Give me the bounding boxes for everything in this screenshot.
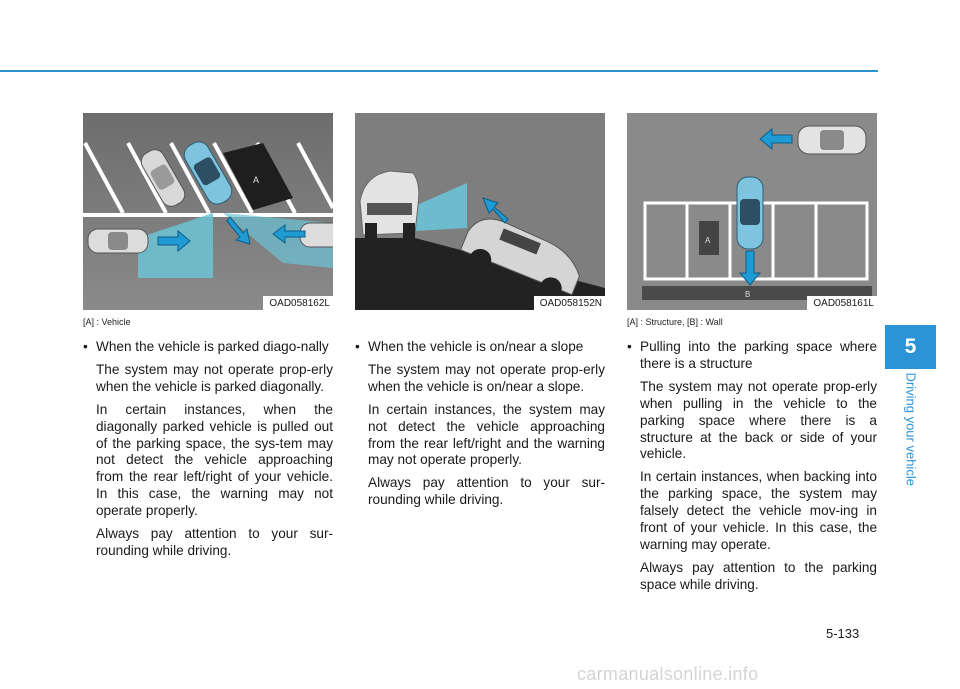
figure-label-b: B — [745, 290, 751, 299]
text-column-diagonal — [83, 339, 333, 566]
figure-code: OAD058162L — [263, 296, 333, 310]
bullet-heading: • Pulling into the parking space where there is a structure — [627, 339, 877, 371]
paragraph: In certain instances, the system may not detect the vehicle approaching from the rear left/right and the warning may not operate properly. — [368, 401, 605, 468]
figure-label-a: A — [253, 175, 260, 185]
figure-label-a: A — [705, 236, 711, 245]
chapter-title: Driving your vehicle — [903, 372, 919, 486]
bullet-text: Pulling into the parking space where there is a structure — [640, 339, 877, 371]
bullet-text: When the vehicle is on/near a slope — [368, 339, 584, 354]
paragraph: Always pay attention to the parking space while driving. — [640, 559, 877, 592]
figure-code: OAD058152N — [534, 296, 605, 310]
front-car — [360, 171, 419, 239]
figure-code: OAD058161L — [807, 296, 877, 310]
paragraph: Always pay attention to your sur-rounding while driving. — [96, 526, 333, 558]
paragraph: The system may not operate prop-erly when pulling in the vehicle to the parking space where there is a structure at the back or side of your vehicle. — [640, 378, 877, 462]
bullet-heading: • When the vehicle is parked diago-nally — [83, 339, 329, 354]
paragraph: In certain instances, when backing into the parking space, the system may falsely detect the vehicle mov-ing in front of your vehicle. In this case, the warning may operate. — [640, 469, 877, 552]
watermark: carmanualsonline.info — [577, 664, 759, 684]
text-column-structure — [627, 339, 877, 600]
figure-caption: [A] : Vehicle — [83, 317, 131, 327]
chapter-tab: 5 — [885, 325, 936, 369]
header-rule — [0, 70, 878, 72]
chapter-title-vertical — [896, 372, 926, 510]
paragraph: The system may not operate prop-erly when the vehicle is parked diagonally. — [96, 361, 333, 394]
figure-structure — [627, 113, 877, 310]
paragraph: Always pay attention to your sur-rounding while driving. — [368, 475, 605, 508]
slope-illustration — [355, 113, 605, 310]
bullet-text: When the vehicle is parked diago-nally — [96, 339, 329, 354]
page-number: 5-133 — [826, 626, 860, 641]
bullet-heading: • When the vehicle is on/near a slope — [355, 339, 584, 354]
paragraph: In certain instances, when the diagonally parked vehicle is pulled out of the parking space, the sys-tem may not detect the vehicle approaching from the rear left/right of your vehicle. In this case, the warning may not operate properly. — [96, 401, 333, 519]
figure-slope — [355, 113, 605, 310]
figure-diagonal-parking — [83, 113, 333, 310]
paragraph: The system may not operate prop-erly when the vehicle is on/near a slope. — [368, 361, 605, 394]
structure-parking-illustration — [627, 113, 877, 310]
text-column-slope — [355, 339, 605, 515]
diagonal-parking-illustration — [83, 113, 333, 310]
figure-caption: [A] : Structure, [B] : Wall — [627, 317, 723, 327]
